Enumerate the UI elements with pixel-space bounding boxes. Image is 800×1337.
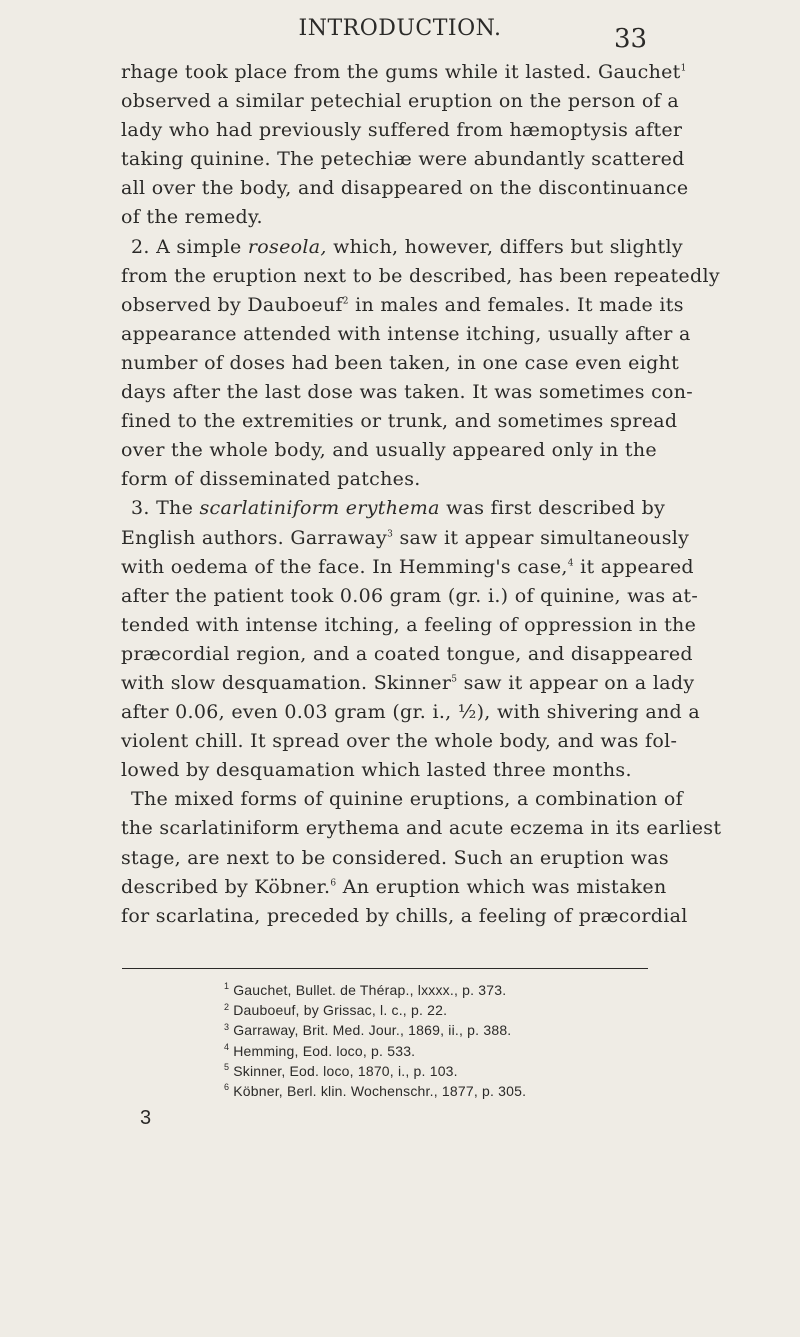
footnotes (224, 980, 664, 1101)
text-line: taking quinine. The petechiæ were abundantly scattered (121, 148, 685, 171)
footnote-ref: 2 (342, 296, 349, 307)
footnote: $^3$ Garraway, Brit. Med. Jour., 1869, ii., p. 388. (224, 1021, 512, 1039)
footnote-ref: 3 (387, 529, 394, 540)
text-line: violent chill. It spread over the whole body, and was fol- (121, 730, 678, 753)
text-line: appearance attended with intense itching, usually after a (121, 322, 691, 345)
text-line: number of doses had been taken, in one case even eight (121, 351, 680, 374)
text-line: 3. The scarlatiniform erythema was first described by (131, 497, 666, 520)
text-line: lowed by desquamation which lasted three months. (121, 759, 632, 782)
text-line: rhage took place from the gums while it lasted. Gauchet$^1$ (121, 61, 687, 83)
text-line: with slow desquamation. Skinner$^5$ saw it appear on a lady (121, 671, 695, 694)
footnote: $^4$ Hemming, Eod. loco, p. 533. (224, 1041, 416, 1059)
text-line: observed a similar petechial eruption on the person of a (121, 90, 679, 113)
text-line: The mixed forms of quinine eruptions, a combination of (131, 788, 683, 811)
text-line: with oedema of the face. In Hemming's case,$^4$ it appeared (121, 555, 694, 578)
text-line: fined to the extremities or trunk, and sometimes spread (121, 410, 678, 433)
text-line: described by Köbner.$^6$ An eruption which was mistaken (121, 875, 667, 898)
text-line: observed by Dauboeuf$^2$ in males and females. It made its (121, 293, 684, 316)
text-line: tended with intense itching, a feeling of oppression in the (121, 613, 697, 636)
page-number: 33 (614, 24, 648, 54)
footnote-divider (122, 968, 648, 969)
text-line: days after the last dose was taken. It was sometimes con- (121, 381, 694, 404)
text-line: for scarlatina, preceded by chills, a feeling of præcordial (121, 904, 688, 927)
text-line: the scarlatiniform erythema and acute eczema in its earliest (121, 817, 722, 840)
footnote-ref: 6 (330, 878, 337, 889)
footnote-ref: 1 (680, 63, 687, 74)
footnote: $^6$ Köbner, Berl. klin. Wochenschr., 1877, p. 305. (224, 1082, 527, 1100)
footnote: $^2$ Dauboeuf, by Grissac, l. c., p. 22. (224, 1001, 448, 1019)
footnote: $^1$ Gauchet, Bullet. de Thérap., lxxxx., p. 373. (224, 981, 507, 998)
signature-mark: 3 (140, 1107, 152, 1129)
text-line: all over the body, and disappeared on the discontinuance (121, 177, 689, 200)
text-line: præcordial region, and a coated tongue, and disappeared (121, 642, 693, 665)
text-line: of the remedy. (121, 206, 263, 229)
text-line: 2. A simple roseola, which, however, differs but slightly (131, 235, 683, 258)
body-text (121, 58, 722, 931)
text-line: after 0.06, even 0.03 gram (gr. i., ½), with shivering and a (121, 701, 700, 724)
text-line: lady who had previously suffered from hæmoptysis after (121, 119, 683, 142)
footnote-ref: 4 (567, 558, 574, 569)
text-line: English authors. Garraway$^3$ saw it appear simultaneously (121, 526, 690, 549)
text-line: over the whole body, and usually appeared only in the (121, 439, 657, 462)
text-line: stage, are next to be considered. Such an eruption was (121, 846, 669, 869)
footnote-ref: 5 (451, 674, 458, 685)
footnote: $^5$ Skinner, Eod. loco, 1870, i., p. 103. (224, 1062, 458, 1079)
text-line: after the patient took 0.06 gram (gr. i.) of quinine, was at- (121, 584, 699, 607)
running-head: INTRODUCTION. (298, 16, 502, 41)
text-line: form of disseminated patches. (121, 468, 421, 491)
text-line: from the eruption next to be described, has been repeatedly (121, 264, 720, 287)
